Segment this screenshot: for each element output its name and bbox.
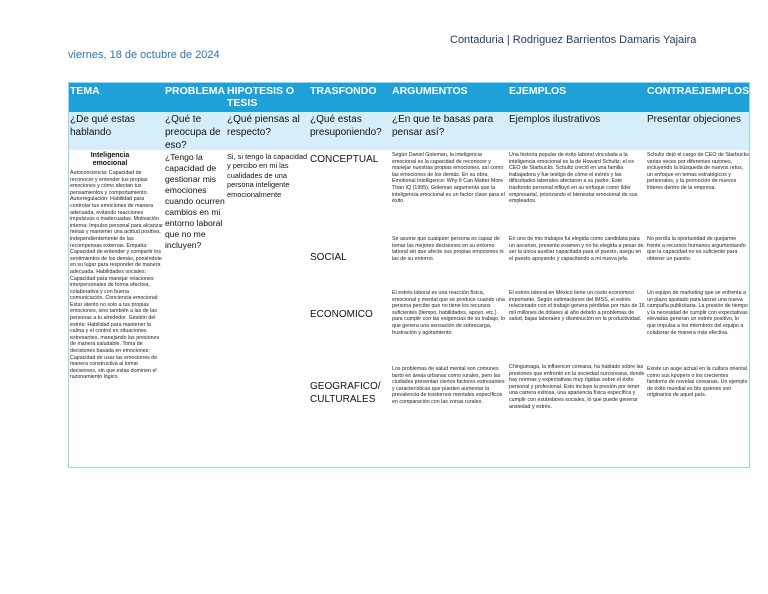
argumento-conceptual: Según Daniel Goleman, la inteligencia emocional es la capacidad de reconocer y manejar nuestras propias emociones, así como las emociones de los demás. En su obra Emotional Intelligence: Why It Can Matter More Than IQ (1995), Goleman argumenta que la inteligencia emocional es un factor clave para el éxito.	[392, 152, 505, 205]
argumento-geografico: Los problemas de salud mental son comunes tanto en áreas urbanas como rurales, pero las ciudades presentan ciertos factores estresantes y características que pueden aumentar la prevalencia de trastornos mentales específicos en comparación con las zonas rurales.	[392, 366, 505, 405]
header-problema: PROBLEMA	[165, 85, 226, 97]
argumento-economico: El estrés laboral es una reacción física, emocional y mental que se produce cuando una persona percibe que no tiene los recursos suficientes (tiempo, habilidades, apoyo, etc.) para cumplir con las exigencias de su trabajo, lo que genera una sensación de sobrecarga, frustración y agotamiento.	[392, 290, 506, 336]
header-tema: TEMA	[70, 85, 100, 97]
contraejemplo-conceptual: Schultz dejó el cargo de CEO de Starbucks varias veces por diferentes razones, incluyendo la búsqueda de nuevos retos, un enfoque en temas estratégicos y personales, y la promoción de nuevos líderes dentro de la empresa.	[647, 152, 749, 191]
problema-cell: ¿Tengo la capacidad de gestionar mis emociones cuando ocurren cambios en mi entorno laboral que no me incluyen?	[165, 152, 225, 250]
table-header-row	[69, 83, 749, 112]
trasfondo-geografico-culturales: GEOGRAFICO/ CULTURALES	[310, 381, 381, 405]
subheader-hipotesis: ¿Qué piensas al respecto?	[227, 114, 300, 138]
contraejemplo-economico: Un equipo de marketing que se enfrenta a un plazo ajustado para lanzar una nueva campaña publicitaria. La presión de tiempo y la necesidad de cumplir con expectativas elevadas generan un estrés positivo, lo que impulsa a los miembros del equipo a colaborar de manera más efectiva.	[647, 290, 748, 336]
subheader-trasfondo: ¿Qué estas presuponiendo?	[310, 114, 382, 138]
contraejemplo-social: No perdía la oportunidad de quejarme frente a recursos humanos argumentando que la capacidad no es suficiente para obtener un puesto.	[647, 236, 746, 262]
ejemplo-economico: El estrés laboral en México tiene un costo económico importante. Según estimaciones del IMSS, el estrés relacionado con el trabajo genera pérdidas por más de 16 mil millones de dólares al año debido a problemas de salud, bajas laborales y disminución en la productividad.	[509, 290, 645, 323]
header-argumentos: ARGUMENTOS	[392, 85, 468, 97]
tema-cell	[70, 152, 164, 381]
trasfondo-economico: ECONOMICO	[310, 309, 373, 320]
argument-table	[68, 82, 750, 468]
header-trasfondo: TRASFONDO	[310, 85, 377, 97]
ejemplo-conceptual: Una historia popular de éxito laboral vinculada a la inteligencia emocional es la de Howard Schultz, el ex CEO de Starbucks. Schultz creció en una familia trabajadora y fue testigo de cómo el estrés y las dificultades laborales afectaron a su padre. Este trasfondo personal influyó en su enfoque como líder empresarial, priorizando el bienestar emocional de sus empleados.	[509, 152, 638, 205]
header-contraejemplos: CONTRAEJEMPLOS	[647, 85, 750, 97]
subheader-tema: ¿De qué estas hablando	[70, 114, 136, 138]
contraejemplo-geografico: Existe un auge actual en la cultura oriental como sus kpopers o los crecientes fandoms de novelas coreanas. Un ejemplo de éxito mundial es bts quienes son originarios de aquel país.	[647, 366, 748, 399]
subheader-ejemplos: Ejemplos ilustrativos	[509, 114, 601, 125]
trasfondo-conceptual: CONCEPTUAL	[310, 154, 379, 165]
table-subheader-row	[69, 112, 749, 150]
ejemplo-geografico: Chingumaga, la influencer coreana, ha hablado sobre las presiones que enfrentó en la sociedad surcoreana, donde hay normas y expectativas muy rígidas sobre el éxito personal y profesional. Esto incluye la presión por tener una carrera exitosa, una apariencia física específica y cumplir con estándares sociales, lo que puede generar ansiedad y estrés.	[509, 364, 645, 410]
header-hipotesis: HIPOTESIS O TESIS	[227, 85, 295, 109]
subheader-contraejemplos: Presentar objeciones	[647, 114, 741, 125]
trasfondo-social: SOCIAL	[310, 252, 347, 263]
document-date: viernes, 18 de octubre de 2024	[68, 49, 220, 61]
argumento-social: Se asume que cualquier persona es capaz de tomar las mejores decisiones en su entorno laboral sin que afecte sus propias emociones ni las de su entorno.	[392, 236, 504, 262]
tema-title: Inteligencia emocional	[90, 152, 130, 167]
subheader-argumentos: ¿En que te basas para pensar así?	[392, 114, 494, 138]
hipotesis-cell: Si, si tengo la capacidad y percibo en mi las cualidades de una persona inteligente emocionalmente	[227, 152, 308, 199]
header-ejemplos: EJEMPLOS	[509, 85, 567, 97]
tema-body: Autoconciencia: Capacidad de reconocer y entender tus propias emociones y cómo afectan tus pensamientos y comportamiento. Autorregulación: Habilidad para controlar tus emociones de manera adecuada, evitando reacciones impulsivas o inadecuadas. Motivación interna: Impulso personal para alcanzar metas y mantener una actitud positiva, independientemente de las recompensas externas. Empatía: Capacidad de entender y compartir los sentimientos de los demás, poniéndote en su lugar para responder de manera adecuada. Habilidades sociales: Capacidad para manejar relaciones interpersonales de forma efectiva, colaborativa y con buena comunicación. Conciencia emocional: Estar atento no solo a tus propias emociones, sino también a las de las personas a tu alrededor. Gestión del estrés: Habilidad para mantener la calma y el control en situaciones estresantes, manejando las presiones de manera saludable. Toma de decisiones basada en emociones: Capacidad de usar las emociones de manera constructiva al tomar decisiones, sin que estas dominen el razonamiento lógico.	[70, 170, 164, 381]
subheader-problema: ¿Qué te preocupa de eso?	[165, 114, 221, 151]
ejemplo-social: En uno de mis trabajos fui elegida como candidata para un ascenso, presente examen y no fui elegida a pesar de ser la única auxiliar capacitada para el puesto, asegu en el puesto apoyando y capacitando a mi nueva jefa.	[509, 236, 644, 262]
document-header-author: Contaduria | Rodriguez Barrientos Damaris Yajaira	[450, 34, 697, 46]
